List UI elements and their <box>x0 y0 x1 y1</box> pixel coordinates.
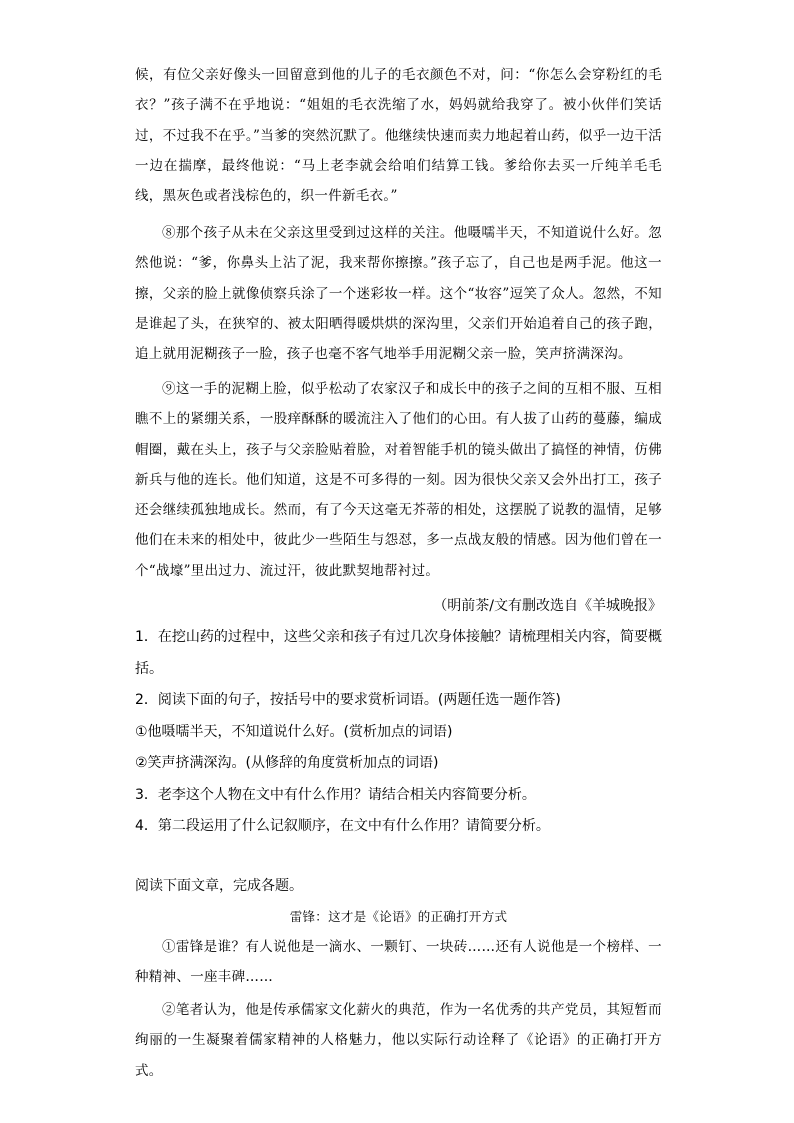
question-3: 3．老李这个人物在文中有什么作用？请结合相关内容简要分析。 <box>135 786 536 803</box>
paragraph-text: 候，有位父亲好像头一回留意到他的儿子的毛衣颜色不对，问：“你怎么会穿粉红的毛衣？”孩子满不在乎地说：“姐姐的毛衣洗缩了水，妈妈就给我穿了。被小伙伴们笑话过，不过我不在乎。”当爹的突然沉默了。他继续快速而卖力地起着山药，似乎一边干活一边在揣摩，最终他说：“马上老李就会给咱们结算工钱。爹给你去买一斤纯羊毛毛线，黑灰色或者浅棕色的，织一件新毛衣。” <box>135 67 662 205</box>
source-line: （明前茶/文有删改选自《羊城晚报》 <box>433 598 662 614</box>
question-1: 1．在挖山药的过程中，这些父亲和孩子有过几次身体接触？请梳理相关内容，简要概括。 <box>135 629 662 677</box>
paragraph-text: ⑧那个孩子从未在父亲这里受到过这样的关注。他嗫嚅半天，不知道说什么好。忽然他说：“爹，你鼻头上沾了泥，我来帮你擦擦。”孩子忘了，自己也是两手泥。他这一擦，父亲的脸上就像侦察兵涂了一个迷彩妆一样。这个“妆容”逗笑了众人。忽然，不知是谁起了头，在狭窄的、被太阳晒得暖烘烘的深沟里，父亲们开始追着自己的孩子跑，追上就用泥糊孩子一脸，孩子也毫不客气地举手用泥糊父亲一脸，笑声挤满深沟。 <box>135 225 662 363</box>
article-title: 雷锋：这才是《论语》的正确打开方式 <box>289 909 508 924</box>
paragraph-text: ⑨这一手的泥糊上脸，似乎松动了农家汉子和成长中的孩子之间的互相不服、互相瞧不上的紧绷关系，一股痒酥酥的暖流注入了他们的心田。有人拔了山药的蔓藤，编成帽圈，戴在头上，孩子与父亲脸贴着脸，对着智能手机的镜头做出了搞怪的神情，仿佛新兵与他的连长。他们知道，这是不可多得的一刻。因为很快父亲又会外出打工，孩子还会继续孤独地成长。然而，有了今天这毫无芥蒂的相处，这摆脱了说教的温情，足够他们在未来的相处中，彼此少一些陌生与怨怼，多一点战友般的情感。因为他们曾在一个“战壕”里出过力、流过汗，彼此默契地帮衬过。 <box>135 381 662 579</box>
question-2: 2．阅读下面的句子，按括号中的要求赏析词语。(两题任选一题作答) <box>135 692 561 708</box>
paragraph-text: ②笔者认为，他是传承儒家文化薪火的典范，作为一名优秀的共产党员，其短暂而绚丽的一生凝聚着儒家精神的人格魅力，他以实际行动诠释了《论语》的正确打开方式。 <box>135 1002 662 1079</box>
question-list <box>135 622 662 843</box>
section-instruction: 阅读下面文章，完成各题。 <box>135 878 303 894</box>
story-paragraph-7-continued <box>135 60 662 211</box>
article-paragraph-1 <box>135 932 662 993</box>
story-paragraph-8 <box>135 218 662 369</box>
story-paragraph-9 <box>135 374 662 586</box>
question-2-option-2: ②笑声挤满深沟。(从修辞的角度赏析加点的词语) <box>135 755 439 771</box>
article-paragraph-2 <box>135 995 662 1086</box>
question-4: 4．第二段运用了什么记叙顺序，在文中有什么作用？请简要分析。 <box>135 818 550 834</box>
question-2-option-1: ①他嗫嚅半天，不知道说什么好。(赏析加点的词语) <box>135 723 453 740</box>
paragraph-text: ①雷锋是谁？有人说他是一滴水、一颗钉、一块砖……还有人说他是一个榜样、一种精神、一座丰碑…… <box>135 939 662 986</box>
